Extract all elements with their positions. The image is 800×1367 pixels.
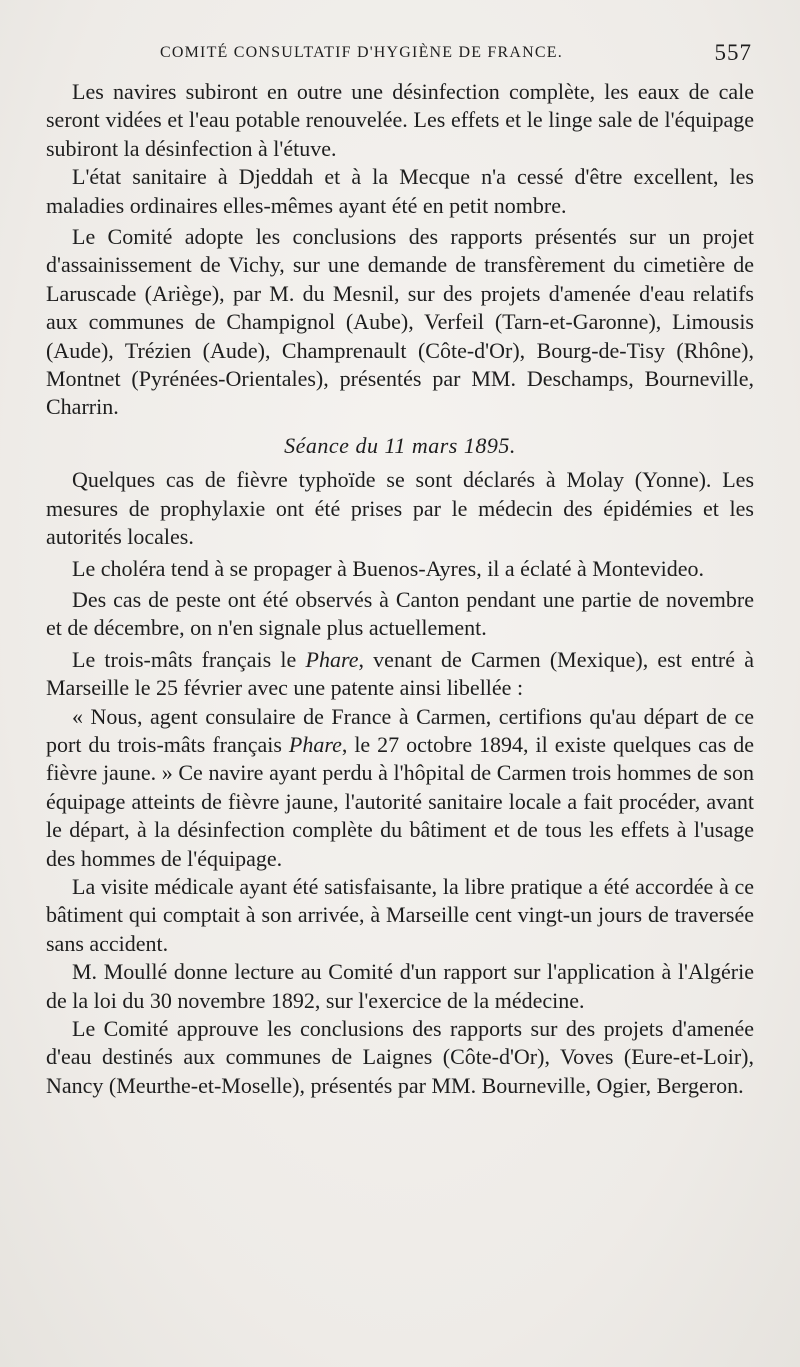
paragraph-visite-medicale: La visite médicale ayant été satisfaisante, la libre pratique a été accordée à ce bâtiment qui comptait à son arrivée, à Marseille cent vingt-un jours de traversée sans accident. bbox=[46, 873, 754, 956]
paragraph-phare bbox=[46, 646, 754, 703]
body-text bbox=[46, 78, 754, 1100]
ship-name: Phare bbox=[305, 646, 359, 672]
paragraph-comite-adopte: Le Comité adopte les conclusions des rapports présentés sur un projet d'assainissement de Vichy, sur une demande de transfèrement du cimetière de Laruscade (Ariège), par M. du Mesnil, sur des projets d'amenée d'eau relatifs aux communes de Champignol (Aube), Verfeil (Tarn-et-Garonne), Limousis (Aude), Trézien (Aude), Champrenault (Côte-d'Or), Bourg-de-Tisy (Rhône), Montnet (Pyrénées-Orientales), présentés par MM. Deschamps, Bourneville, Charrin. bbox=[46, 224, 754, 420]
paragraph-navires: Les navires subiront en outre une désinfection complète, les eaux de cale seront vidées et l'eau potable renouvelée. Les effets et le linge sale de l'équipage subiront la désinfection à l'étuve. bbox=[46, 79, 754, 161]
paragraph-moulle: M. Moullé donne lecture au Comité d'un rapport sur l'application à l'Algérie de la loi du 30 novembre 1892, sur l'exercice de la médecine. bbox=[46, 959, 754, 1013]
quote-text-after: , le 27 octobre 1894, il existe quelques cas de fièvre jaune. » Ce navire ayant perdu à l'hôpital de Carmen trois hommes de son équipage atteints de fièvre jaune, l'autorité sanitaire locale a fait procéder, avant le départ, à la désinfection complète du bâtiment et de tous les effets à l'usage des hommes de l'équipage. bbox=[46, 731, 754, 871]
running-title: COMITÉ CONSULTATIF D'HYGIÈNE DE FRANCE. bbox=[160, 44, 563, 61]
paragraph-typhoide: Quelques cas de fièvre typhoïde se sont déclarés à Molay (Yonne). Les mesures de prophylaxie ont été prises par le médecin des épidémies et les autorités locales. bbox=[46, 467, 754, 550]
ship-name-quote: Phare bbox=[288, 731, 342, 757]
page-header bbox=[160, 38, 752, 68]
quote-text-before: « Nous, agent consulaire de France à Carmen, certifions qu'au départ de ce port du trois-mâts français bbox=[46, 703, 754, 757]
paragraph-patente-quote bbox=[46, 703, 754, 873]
paragraph-peste: Des cas de peste ont été observés à Canton pendant une partie de novembre et de décembre, on n'en signale plus actuellement. bbox=[46, 586, 754, 641]
phare-text-before: Le trois-mâts français le bbox=[72, 646, 306, 672]
phare-text-after: , venant de Carmen (Mexique), est entré à Marseille le 25 février avec une patente ainsi libellée : bbox=[46, 646, 754, 701]
seance-heading: Séance du 11 mars 1895. bbox=[284, 432, 516, 458]
paragraph-etat-sanitaire: L'état sanitaire à Djeddah et à la Mecque n'a cessé d'être excellent, les maladies ordinaires elles-mêmes ayant été en petit nombre. bbox=[46, 164, 754, 218]
page-number: 557 bbox=[714, 40, 752, 65]
paragraph-comite-approuve: Le Comité approuve les conclusions des rapports sur des projets d'amenée d'eau destinés aux communes de Laignes (Côte-d'Or), Voves (Eure-et-Loir), Nancy (Meurthe-et-Moselle), présentés par MM. Bourneville, Ogier, Bergeron. bbox=[46, 1016, 754, 1098]
paragraph-cholera: Le choléra tend à se propager à Buenos-Ayres, il a éclaté à Montevideo. bbox=[72, 555, 705, 581]
